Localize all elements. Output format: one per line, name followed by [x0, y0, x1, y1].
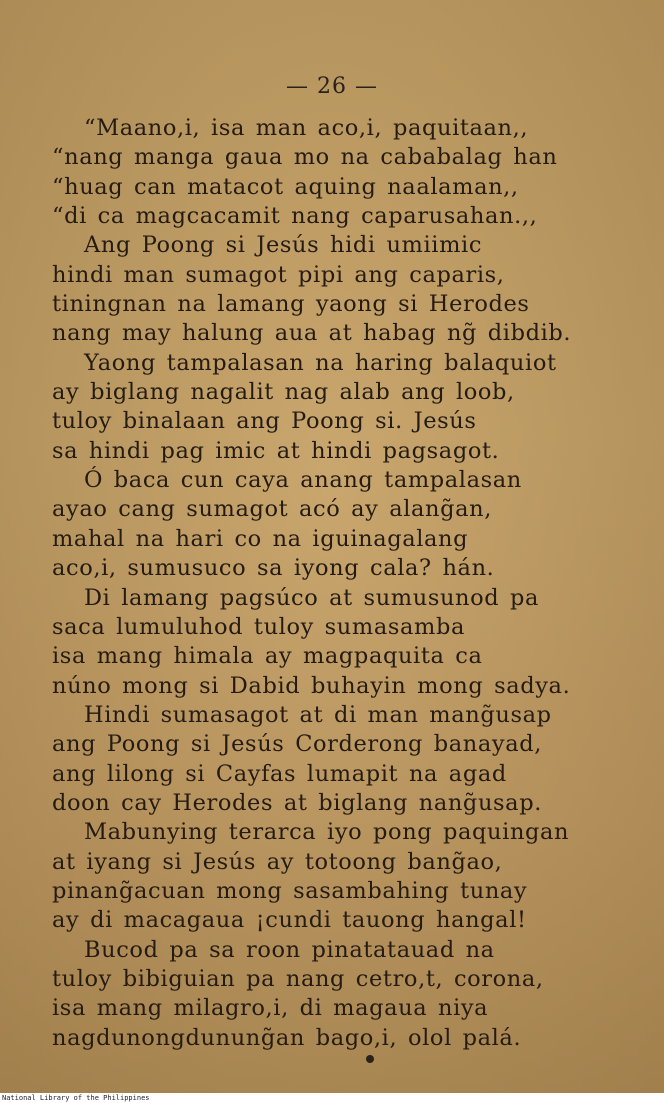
verse-line: “di ca magcacamit nang caparusahan.,, — [52, 203, 538, 230]
library-credit: National Library of the Philippines — [2, 1094, 150, 1102]
stanza-2 — [52, 231, 652, 348]
verse-line: nang may halung aua at habag ng̃ dibdib. — [52, 320, 572, 347]
verse-line: pinang̃acuan mong sasambahing tunay — [52, 877, 528, 904]
verse-line: tuloy binalaan ang Poong si. Jesús — [52, 408, 477, 435]
verse-line: isa mang milagro,i, di magaua niya — [52, 995, 489, 1022]
stanza-4 — [52, 466, 652, 583]
poem-body — [52, 114, 652, 1053]
verse-line: isa mang himala ay magpaquita ca — [52, 643, 483, 670]
stanza-1 — [52, 114, 652, 231]
verse-line: ang lilong si Cayfas lumapit na agad — [52, 760, 507, 787]
verse-line: Ó baca cun caya anang tampalasan — [84, 467, 522, 494]
verse-line: Mabunying terarca iyo pong paquingan — [84, 819, 570, 846]
stanza-5 — [52, 584, 652, 701]
verse-line: Bucod pa sa roon pinatatauad na — [84, 936, 495, 963]
verse-line: Di lamang pagsúco at sumusunod pa — [84, 584, 540, 611]
stanza-6 — [52, 701, 652, 818]
verse-line: tuloy bibiguian pa nang cetro,t, corona, — [52, 965, 544, 992]
verse-line: aco,i, sumusuco sa iyong cala? hán. — [52, 555, 495, 582]
bullet-ornament-icon — [366, 1055, 374, 1063]
verse-line: Yaong tampalasan na haring balaquiot — [84, 349, 557, 376]
stanza-7 — [52, 818, 652, 935]
verse-line: Hindi sumasagot at di man mang̃usap — [84, 701, 552, 728]
verse-line: “Maano,i, isa man aco,i, paquitaan,, — [84, 115, 529, 141]
page-number: — 26 — — [286, 74, 378, 99]
verse-line: tiningnan na lamang yaong si Herodes — [52, 291, 530, 318]
verse-line: ay biglang nagalit nag alab ang loob, — [52, 379, 515, 406]
verse-line: doon cay Herodes at biglang nang̃usap. — [52, 789, 542, 816]
verse-line: “huag can matacot aquing naalaman,, — [52, 173, 519, 200]
verse-line: sa hindi pag imic at hindi pagsagot. — [52, 437, 500, 464]
stanza-8 — [52, 936, 652, 1053]
verse-line: at iyang si Jesús ay totoong bang̃ao, — [52, 848, 503, 875]
stanza-3 — [52, 349, 652, 466]
verse-line: mahal na hari co na iguinagalang — [52, 525, 469, 552]
verse-line: “nang manga gaua mo na cababalag han — [52, 144, 558, 171]
verse-line: ayao cang sumagot acó ay alang̃an, — [52, 496, 492, 523]
verse-line: nagdunongdunung̃an bago,i, olol palá. — [52, 1024, 522, 1051]
verse-line: hindi man sumagot pipi ang caparis, — [52, 261, 505, 288]
verse-line: núno mong si Dabid buhayin mong sadya. — [52, 672, 571, 699]
verse-line: ay di macagaua ¡cundi tauong hangal! — [52, 907, 527, 934]
verse-line: ang Poong si Jesús Corderong banayad, — [52, 731, 542, 758]
verse-line: Ang Poong si Jesús hidi umiimic — [84, 232, 483, 259]
verse-line: saca lumuluhod tuloy sumasamba — [52, 613, 465, 640]
